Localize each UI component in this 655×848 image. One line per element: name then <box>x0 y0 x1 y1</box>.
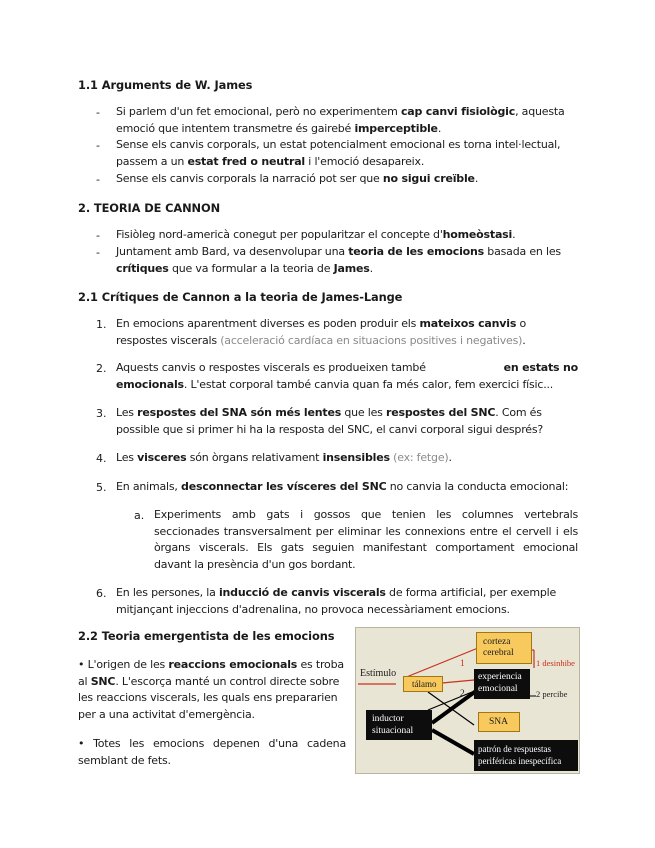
list-item: Les respostes del SNA són més lentes que les respostes del SNC. Com és possible que si primer hi ha la resposta del SNC, el canvi corporal sigui després? <box>116 406 544 436</box>
list-number: 4. <box>96 452 107 465</box>
diagram-label: cerebral <box>483 648 514 658</box>
diagram-label: 2 percibe <box>536 689 568 699</box>
list-item: Si parlem d'un fet emocional, però no experimentem cap canvi fisiològic, aquesta emoció que intentem transmetre és gairebé imperceptible. <box>116 105 565 135</box>
sublist-item: Experiments amb gats i gossos que tenien les columnes vertebrals seccionades transversalment per eliminar les connexions entre el cervell i els òrgans viscerals. Els gats seguien manifestant comportament emocional davant la presència d'un gos bordant. <box>154 508 578 571</box>
corteza-box <box>476 632 532 664</box>
dash-bullet: - <box>96 173 100 186</box>
sna-box <box>478 712 520 732</box>
list-number: 1. <box>96 318 107 331</box>
list-item: Les visceres són òrgans relativament insensibles (ex: fetge). <box>116 451 452 464</box>
list-number: 2. <box>96 362 107 375</box>
diagram-number: 2 <box>460 689 465 699</box>
sublist-letter: a. <box>134 509 145 522</box>
experiencia-box <box>474 669 530 699</box>
list-item: En animals, desconnectar les vísceres del SNC no canvia la conducta emocional: <box>116 480 569 493</box>
diagram-label: corteza <box>483 637 511 647</box>
diagram-label: periféricas inespecífica <box>478 756 562 766</box>
arrow-line <box>442 680 474 683</box>
list-item: Juntament amb Bard, va desenvolupar una teoria de les emocions basada en les crítiques que va formular a la teoria de James. <box>116 245 561 275</box>
list-number: 5. <box>96 481 107 494</box>
diagram-label: situacional <box>372 726 414 736</box>
talamo-box <box>403 676 443 692</box>
dash-bullet: - <box>96 229 100 242</box>
list-item: Sense els canvis corporals, un estat potencialment emocional es torna intel·lectual, passem a un estat fred o neutral i l'emoció desapareix. <box>116 138 561 168</box>
arrow-line <box>404 648 478 678</box>
list-item: En les persones, la inducció de canvis viscerals de forma artificial, per exemple mitjançant injeccions d'adrenalina, no provoca necessàriament emocions. <box>116 586 557 616</box>
list-number: 3. <box>96 407 107 420</box>
section-heading: 2. TEORIA DE CANNON <box>78 201 221 215</box>
diagram-label: inductor <box>372 714 404 724</box>
dash-bullet: - <box>96 139 100 152</box>
diagram-label: patrón de respuestas <box>478 744 551 754</box>
diagram-label: 1 desinhibe <box>536 658 575 668</box>
list-number: 6. <box>96 587 107 600</box>
diagram-label: tálamo <box>412 679 437 689</box>
diagram-number: 1 <box>460 659 465 669</box>
list-item: En emocions aparentment diverses es poden produir els mateixos canvis o respostes viscerals (acceleració cardíaca en situacions positives i negatives). <box>116 317 526 347</box>
inductor-box <box>366 710 432 740</box>
diagram-label: SNA <box>489 717 509 727</box>
dash-bullet: - <box>96 106 100 119</box>
dash-bullet: - <box>96 246 100 259</box>
section-heading: 2.2 Teoria emergentista de les emocions <box>78 629 335 643</box>
list-item: Fisiòleg nord-americà conegut per popularitzar el concepte d'homeòstasi. <box>116 228 516 241</box>
diagram-label: Estímulo <box>360 668 397 679</box>
paragraph: • Totes les emocions depenen d'una cadena semblant de fets. <box>78 737 346 767</box>
patron-box <box>474 740 578 771</box>
list-item: Sense els canvis corporals la narració pot ser que no sigui creïble. <box>116 172 479 185</box>
paragraph: • L'origen de les reaccions emocionals es troba al SNC. L'escorça manté un control directe sobre les reaccions viscerals, les quals ens prepararien per a una activitat d'emergència. <box>78 658 344 721</box>
arrow-line <box>432 691 476 723</box>
section-heading: 1.1 Arguments de W. James <box>78 78 253 92</box>
section-heading: 2.1 Crítiques de Cannon a la teoria de James-Lange <box>78 290 403 304</box>
diagram-label: experiencia <box>478 672 522 682</box>
emergentist-diagram <box>355 627 580 774</box>
diagram-label: emocional <box>478 684 518 694</box>
list-item: Aquests canvis o respostes viscerals es produeixen també en estats no emocionals. L'estat corporal també canvia quan fa més calor, fem exercici físic... <box>116 361 578 391</box>
arrow-line <box>432 730 474 754</box>
